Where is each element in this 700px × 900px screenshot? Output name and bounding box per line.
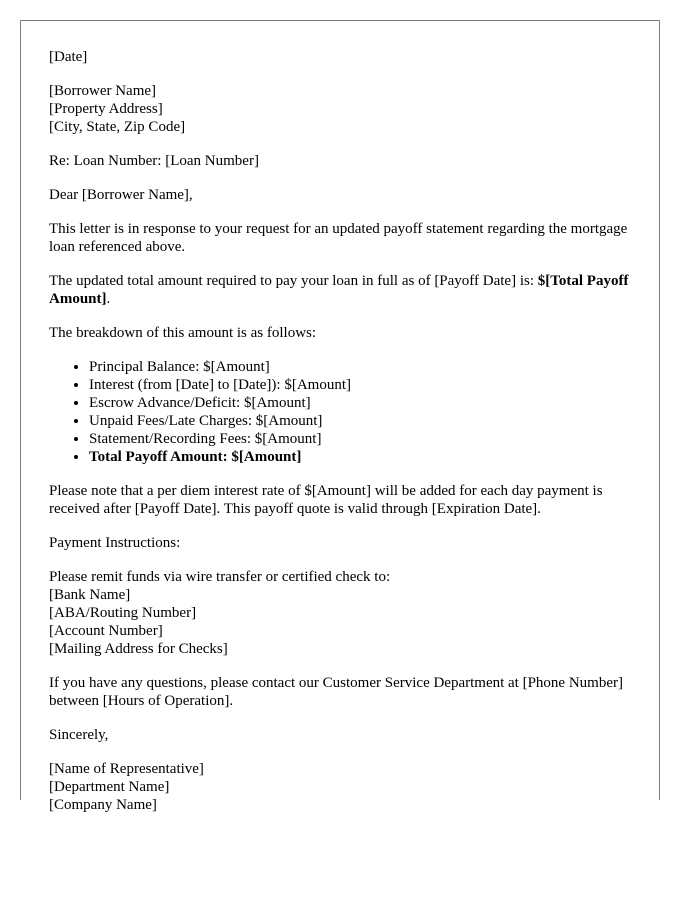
breakdown-intro: The breakdown of this amount is as follows: (49, 325, 317, 341)
list-item: • Unpaid Fees/Late Charges: $[Amount] (89, 412, 639, 430)
recipient-address: [Property Address] (49, 101, 163, 117)
contact-paragraph: If you have any questions, please contact our Customer Service Department at [Phone Number] between [Hours of Operation]. (49, 675, 623, 709)
letter-page (20, 20, 660, 813)
remit-block (49, 568, 639, 658)
mailing-address: [Mailing Address for Checks] (49, 641, 228, 657)
salutation: Dear [Borrower Name], (49, 187, 193, 203)
total-prefix: The updated total amount required to pay your loan in full as of [Payoff Date] is: (49, 273, 538, 289)
list-item: • Statement/Recording Fees: $[Amount] (89, 430, 639, 448)
recipient-name: [Borrower Name] (49, 83, 157, 99)
account-number: [Account Number] (49, 623, 163, 639)
recipient-city: [City, State, Zip Code] (49, 119, 186, 135)
recipient-block (49, 82, 639, 136)
total-suffix: . (106, 291, 111, 307)
total-amount: $[Total Payoff Amount] (49, 273, 629, 307)
intro-paragraph: This letter is in response to your request for an updated payoff statement regarding the mortgage loan referenced above. (49, 221, 628, 255)
company-name: [Company Name] (49, 797, 157, 813)
payment-heading: Payment Instructions: (49, 535, 181, 551)
letter-body (49, 48, 639, 830)
total-paragraph (49, 272, 639, 308)
bank-name: [Bank Name] (49, 587, 131, 603)
re-line: Re: Loan Number: [Loan Number] (49, 153, 259, 169)
signature-block (49, 760, 639, 814)
list-item: • Interest (from [Date] to [Date]): $[Amount] (89, 376, 639, 394)
department-name: [Department Name] (49, 779, 170, 795)
list-item-total: • Total Payoff Amount: $[Amount] (89, 448, 639, 466)
list-item: • Escrow Advance/Deficit: $[Amount] (89, 394, 639, 412)
per-diem-paragraph: Please note that a per diem interest rate of $[Amount] will be added for each day payment is received after [Payoff Date]. This payoff quote is valid through [Expiration Date]. (49, 483, 603, 517)
list-item: • Principal Balance: $[Amount] (89, 358, 639, 376)
representative-name: [Name of Representative] (49, 761, 204, 777)
closing: Sincerely, (49, 727, 109, 743)
breakdown-list (49, 358, 639, 466)
remit-intro: Please remit funds via wire transfer or certified check to: (49, 569, 391, 585)
letter-date: [Date] (49, 49, 88, 65)
routing-number: [ABA/Routing Number] (49, 605, 197, 621)
